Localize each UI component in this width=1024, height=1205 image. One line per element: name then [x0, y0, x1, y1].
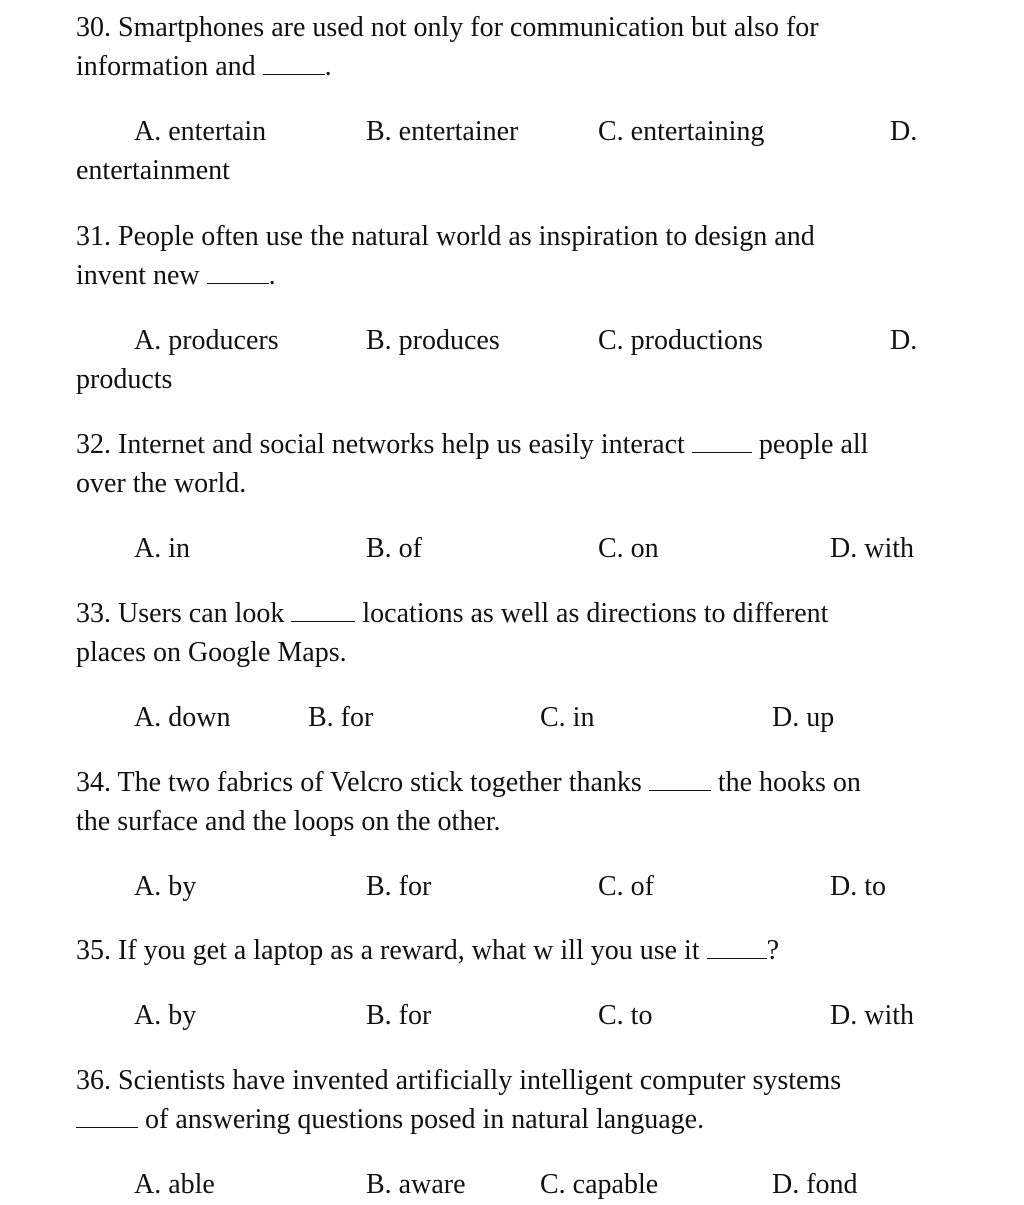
q35-option-a: A. by	[134, 1000, 197, 1031]
q32-option-a: A. in	[134, 533, 190, 564]
q32-stem-text: 32. Internet and social networks help us easily interact	[76, 429, 685, 460]
q30-stem-line2	[76, 53, 332, 81]
q34-answer-blank	[649, 789, 711, 791]
q36-option-a: A. able	[134, 1169, 215, 1200]
q36-answer-blank	[76, 1126, 138, 1128]
q34-option-b: B. for	[366, 871, 432, 902]
q35-answer-blank	[707, 957, 767, 959]
q33-stem-text: 33. Users can look	[76, 598, 285, 629]
q30-answer-blank	[263, 73, 325, 75]
q31-option-d-wrap: products	[76, 364, 173, 395]
q33-stem-text-end: locations as well as directions to different	[362, 598, 829, 629]
q36-option-b: B. aware	[366, 1169, 466, 1200]
q30-stem-end: .	[324, 51, 332, 82]
q34-option-c: C. of	[598, 871, 654, 902]
q30-option-d-wrap: entertainment	[76, 155, 230, 186]
q35-stem-end: ?	[766, 935, 780, 966]
q30-option-d: D.	[890, 116, 918, 147]
q33-answer-blank	[291, 620, 355, 622]
q33-stem-line2: places on Google Maps.	[76, 637, 347, 668]
q34-option-d: D. to	[830, 871, 886, 902]
q32-stem-line2: over the world.	[76, 468, 247, 499]
q35-stem-line1	[76, 937, 779, 965]
q33-option-c: C. in	[540, 702, 595, 733]
q32-stem-line1	[76, 431, 868, 459]
q32-option-c: C. on	[598, 533, 659, 564]
q31-option-b: B. produces	[366, 325, 500, 356]
q34-stem-text-end: the hooks on	[717, 767, 861, 798]
q35-option-b: B. for	[366, 1000, 432, 1031]
q30-stem-text: information and	[76, 51, 256, 82]
q32-answer-blank	[692, 451, 752, 453]
q34-stem-line2: the surface and the loops on the other.	[76, 806, 501, 837]
q33-stem-line1	[76, 600, 828, 628]
q35-stem-text: 35. If you get a laptop as a reward, what w ill you use it	[76, 935, 700, 966]
q31-option-c: C. productions	[598, 325, 763, 356]
q31-stem-line1: 31. People often use the natural world as inspiration to design and	[76, 221, 815, 252]
q36-stem-line2	[76, 1106, 704, 1134]
q33-option-b: B. for	[308, 702, 374, 733]
q33-option-d: D. up	[772, 702, 835, 733]
q31-option-a: A. producers	[134, 325, 279, 356]
q31-stem-text: invent new	[76, 260, 200, 291]
q36-option-c: C. capable	[540, 1169, 659, 1200]
q31-option-d: D.	[890, 325, 918, 356]
q34-option-a: A. by	[134, 871, 197, 902]
q30-option-c: C. entertaining	[598, 116, 765, 147]
q34-stem-line1	[76, 769, 861, 797]
q31-stem-end: .	[268, 260, 276, 291]
q32-stem-text-end: people all	[758, 429, 869, 460]
q35-option-d: D. with	[830, 1000, 914, 1031]
q31-stem-line2	[76, 262, 276, 290]
q36-stem-line1: 36. Scientists have invented artificially intelligent computer systems	[76, 1065, 842, 1096]
q30-stem-line1: 30. Smartphones are used not only for communication but also for	[76, 12, 819, 43]
q34-stem-text: 34. The two fabrics of Velcro stick together thanks	[76, 767, 642, 798]
q33-option-a: A. down	[134, 702, 231, 733]
q31-answer-blank	[207, 282, 269, 284]
q36-option-d: D. fond	[772, 1169, 858, 1200]
q35-option-c: C. to	[598, 1000, 653, 1031]
q30-option-a: A. entertain	[134, 116, 267, 147]
q36-stem-text-end: of answering questions posed in natural language.	[145, 1104, 705, 1135]
q30-option-b: B. entertainer	[366, 116, 519, 147]
q32-option-d: D. with	[830, 533, 914, 564]
q32-option-b: B. of	[366, 533, 422, 564]
